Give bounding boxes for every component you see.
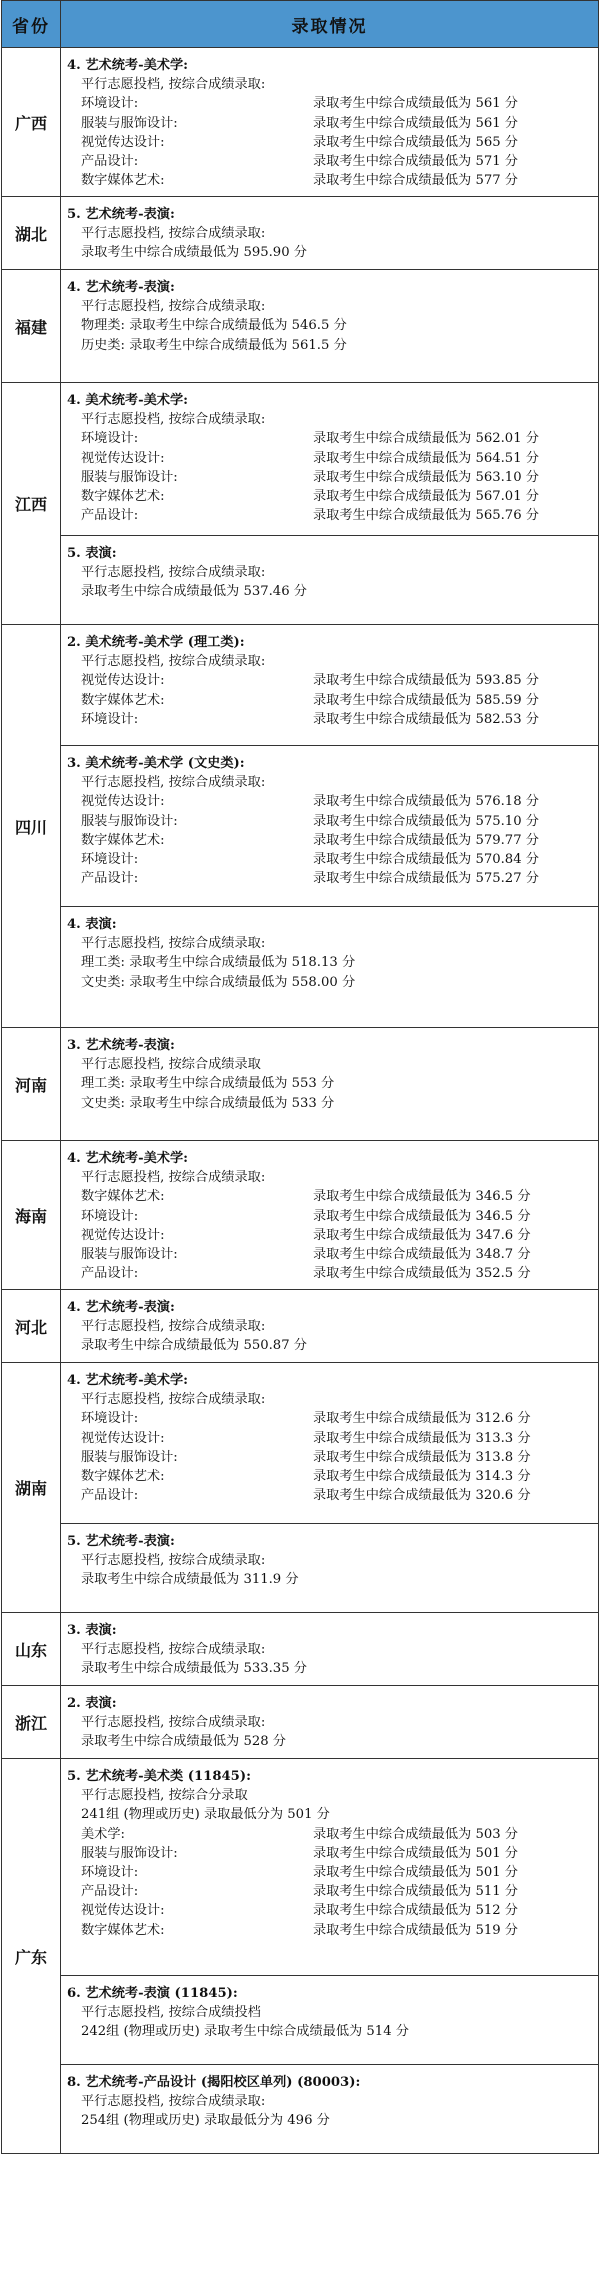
min-score: 录取考生中综合成绩最低为 576.18 分 <box>313 794 539 810</box>
min-score: 录取考生中综合成绩最低为 312.6 分 <box>313 1411 531 1427</box>
major-name: 产品设计: <box>81 508 139 524</box>
section-note: 历史类: 录取考生中综合成绩最低为 561.5 分 <box>81 337 347 353</box>
score-row <box>67 506 594 525</box>
admission-cell <box>61 1141 599 1290</box>
section-note: 文史类: 录取考生中综合成绩最低为 558.00 分 <box>81 974 356 990</box>
score-row <box>67 1409 594 1428</box>
section-note: 平行志愿投档, 按综合成绩录取 <box>81 1057 261 1073</box>
major-name: 服装与服饰设计: <box>81 813 178 829</box>
section-note: 平行志愿投档, 按综合成绩录取: <box>81 226 266 242</box>
section-note: 录取考生中综合成绩最低为 311.9 分 <box>81 1572 299 1588</box>
score-row <box>67 869 594 888</box>
score-row <box>67 1467 594 1486</box>
major-name: 视觉传达设计: <box>81 673 165 689</box>
major-name: 视觉传达设计: <box>81 794 165 810</box>
admission-cell <box>61 1290 599 1363</box>
section-note: 录取考生中综合成绩最低为 533.35 分 <box>81 1661 307 1677</box>
section-title: 5. 艺术统考-表演: <box>67 207 175 222</box>
min-score: 录取考生中综合成绩最低为 579.77 分 <box>313 832 539 848</box>
admission-section <box>61 383 598 535</box>
score-row <box>67 1245 594 1264</box>
table-row <box>2 270 599 383</box>
province-cell: 山东 <box>2 1613 61 1686</box>
score-row <box>67 468 594 487</box>
admission-cell <box>61 746 599 907</box>
major-name: 环境设计: <box>81 1411 139 1427</box>
section-note: 平行志愿投档, 按综合分录取 <box>81 1788 248 1804</box>
province-cell: 海南 <box>2 1141 61 1290</box>
section-note: 录取考生中综合成绩最低为 528 分 <box>81 1734 286 1750</box>
major-name: 美术学: <box>81 1826 126 1842</box>
score-row <box>67 850 594 869</box>
admission-cell <box>61 48 599 197</box>
province-cell: 广东 <box>2 1759 61 2154</box>
section-title: 8. 艺术统考-产品设计 (揭阳校区单列) (80003): <box>67 2075 361 2090</box>
section-title: 4. 艺术统考-美术学: <box>67 1373 189 1388</box>
min-score: 录取考生中综合成绩最低为 585.59 分 <box>313 692 539 708</box>
admission-cell <box>61 383 599 536</box>
min-score: 录取考生中综合成绩最低为 347.6 分 <box>313 1227 531 1243</box>
admission-cell <box>61 270 599 383</box>
header-admission-status: 录取情况 <box>61 1 599 48</box>
min-score: 录取考生中综合成绩最低为 575.10 分 <box>313 813 539 829</box>
admission-section <box>61 1290 598 1362</box>
province-cell: 河南 <box>2 1028 61 1141</box>
score-row <box>67 1844 594 1863</box>
score-row <box>67 114 594 133</box>
section-note: 物理类: 录取考生中综合成绩最低为 546.5 分 <box>81 318 347 334</box>
admission-cell <box>61 1524 599 1613</box>
province-cell: 湖南 <box>2 1363 61 1613</box>
section-note: 平行志愿投档, 按综合成绩录取: <box>81 565 266 581</box>
score-row <box>67 671 594 690</box>
score-row <box>67 1448 594 1467</box>
min-score: 录取考生中综合成绩最低为 577 分 <box>313 173 518 189</box>
section-note: 平行志愿投档, 按综合成绩录取: <box>81 299 266 315</box>
section-note: 平行志愿投档, 按综合成绩录取: <box>81 775 266 791</box>
table-row <box>2 48 599 197</box>
min-score: 录取考生中综合成绩最低为 352.5 分 <box>313 1266 531 1282</box>
province-cell: 四川 <box>2 625 61 1028</box>
min-score: 录取考生中综合成绩最低为 314.3 分 <box>313 1469 531 1485</box>
score-row <box>67 691 594 710</box>
major-name: 数字媒体艺术: <box>81 1189 165 1205</box>
score-row <box>67 792 594 811</box>
min-score: 录取考生中综合成绩最低为 519 分 <box>313 1922 518 1938</box>
table-row <box>2 197 599 270</box>
table-row <box>2 746 599 907</box>
section-note: 理工类: 录取考生中综合成绩最低为 553 分 <box>81 1076 335 1092</box>
major-name: 视觉传达设计: <box>81 134 165 150</box>
section-title: 3. 艺术统考-表演: <box>67 1038 175 1053</box>
table-row <box>2 536 599 625</box>
admission-cell <box>61 1028 599 1141</box>
score-row <box>67 94 594 113</box>
table-header-row <box>2 1 599 48</box>
section-note: 平行志愿投档, 按综合成绩录取: <box>81 1715 266 1731</box>
section-note: 平行志愿投档, 按综合成绩录取: <box>81 936 266 952</box>
major-name: 服装与服饰设计: <box>81 1845 178 1861</box>
table-row <box>2 907 599 1028</box>
section-note: 录取考生中综合成绩最低为 595.90 分 <box>81 245 307 261</box>
section-title: 5. 艺术统考-表演: <box>67 1534 175 1549</box>
section-note: 理工类: 录取考生中综合成绩最低为 518.13 分 <box>81 955 356 971</box>
admission-table <box>1 0 599 2154</box>
score-row <box>67 1207 594 1226</box>
section-note: 平行志愿投档, 按综合成绩录取: <box>81 1170 266 1186</box>
score-row <box>67 1187 594 1206</box>
table-row <box>2 1759 599 1976</box>
min-score: 录取考生中综合成绩最低为 313.8 分 <box>313 1449 531 1465</box>
section-title: 4. 艺术统考-美术学: <box>67 58 189 73</box>
table-row <box>2 383 599 536</box>
score-row <box>67 831 594 850</box>
min-score: 录取考生中综合成绩最低为 511 分 <box>313 1884 518 1900</box>
section-note: 平行志愿投档, 按综合成绩录取: <box>81 77 266 93</box>
table-row <box>2 1613 599 1686</box>
admission-cell <box>61 197 599 270</box>
section-note: 录取考生中综合成绩最低为 537.46 分 <box>81 584 307 600</box>
major-name: 环境设计: <box>81 1208 139 1224</box>
section-note: 平行志愿投档, 按综合成绩录取: <box>81 1392 266 1408</box>
score-row <box>67 1264 594 1283</box>
section-note: 录取考生中综合成绩最低为 550.87 分 <box>81 1338 307 1354</box>
min-score: 录取考生中综合成绩最低为 561 分 <box>313 115 518 131</box>
table-row <box>2 2065 599 2154</box>
min-score: 录取考生中综合成绩最低为 593.85 分 <box>313 673 539 689</box>
score-row <box>67 1863 594 1882</box>
admission-section <box>61 746 598 906</box>
table-row <box>2 1686 599 1759</box>
min-score: 录取考生中综合成绩最低为 512 分 <box>313 1903 518 1919</box>
major-name: 环境设计: <box>81 431 139 447</box>
admission-section <box>61 1613 598 1685</box>
table-row <box>2 1524 599 1613</box>
min-score: 录取考生中综合成绩最低为 565.76 分 <box>313 508 539 524</box>
section-title: 4. 美术统考-美术学: <box>67 393 189 408</box>
major-name: 服装与服饰设计: <box>81 1449 178 1465</box>
min-score: 录取考生中综合成绩最低为 571 分 <box>313 154 518 170</box>
admission-cell <box>61 536 599 625</box>
province-cell: 广西 <box>2 48 61 197</box>
section-title: 3. 表演: <box>67 1623 117 1638</box>
admission-section <box>61 625 598 745</box>
section-note: 平行志愿投档, 按综合成绩投档 <box>81 2005 261 2021</box>
major-name: 视觉传达设计: <box>81 1903 165 1919</box>
admission-section <box>61 1028 598 1140</box>
section-title: 6. 艺术统考-表演 (11845): <box>67 1986 238 2001</box>
admission-section <box>61 1686 598 1758</box>
section-note: 平行志愿投档, 按综合成绩录取: <box>81 1319 266 1335</box>
major-name: 产品设计: <box>81 1884 139 1900</box>
min-score: 录取考生中综合成绩最低为 501 分 <box>313 1845 518 1861</box>
admission-section <box>61 1759 598 1975</box>
major-name: 视觉传达设计: <box>81 450 165 466</box>
score-row <box>67 1486 594 1505</box>
section-title: 5. 表演: <box>67 546 117 561</box>
admission-section <box>61 1141 598 1289</box>
admission-section <box>61 2065 598 2153</box>
table-row <box>2 1141 599 1290</box>
admission-section <box>61 270 598 382</box>
major-name: 数字媒体艺术: <box>81 832 165 848</box>
admission-cell <box>61 1759 599 1976</box>
major-name: 服装与服饰设计: <box>81 1247 178 1263</box>
major-name: 环境设计: <box>81 852 139 868</box>
section-note: 平行志愿投档, 按综合成绩录取: <box>81 1642 266 1658</box>
score-row <box>67 487 594 506</box>
section-note: 平行志愿投档, 按综合成绩录取: <box>81 654 266 670</box>
min-score: 录取考生中综合成绩最低为 346.5 分 <box>313 1208 531 1224</box>
min-score: 录取考生中综合成绩最低为 313.3 分 <box>313 1430 531 1446</box>
admission-section <box>61 1363 598 1523</box>
province-cell: 江西 <box>2 383 61 625</box>
admission-section <box>61 48 598 196</box>
section-note: 242组 (物理或历史) 录取考生中综合成绩最低为 514 分 <box>81 2024 409 2040</box>
section-title: 4. 艺术统考-表演: <box>67 1300 175 1315</box>
min-score: 录取考生中综合成绩最低为 320.6 分 <box>313 1488 531 1504</box>
score-row <box>67 429 594 448</box>
admission-section <box>61 197 598 269</box>
major-name: 环境设计: <box>81 96 139 112</box>
score-row <box>67 1226 594 1245</box>
major-name: 环境设计: <box>81 711 139 727</box>
min-score: 录取考生中综合成绩最低为 503 分 <box>313 1826 518 1842</box>
section-note: 平行志愿投档, 按综合成绩录取: <box>81 1553 266 1569</box>
major-name: 数字媒体艺术: <box>81 173 165 189</box>
admission-cell <box>61 625 599 746</box>
admission-cell <box>61 2065 599 2154</box>
min-score: 录取考生中综合成绩最低为 575.27 分 <box>313 871 539 887</box>
province-cell: 浙江 <box>2 1686 61 1759</box>
province-cell: 湖北 <box>2 197 61 270</box>
major-name: 服装与服饰设计: <box>81 469 178 485</box>
score-row <box>67 133 594 152</box>
province-cell: 河北 <box>2 1290 61 1363</box>
score-row <box>67 812 594 831</box>
min-score: 录取考生中综合成绩最低为 564.51 分 <box>313 450 539 466</box>
score-row <box>67 152 594 171</box>
score-row <box>67 171 594 190</box>
major-name: 产品设计: <box>81 154 139 170</box>
section-title: 4. 艺术统考-表演: <box>67 280 175 295</box>
admission-section <box>61 1524 598 1612</box>
score-row <box>67 1901 594 1920</box>
score-row <box>67 449 594 468</box>
min-score: 录取考生中综合成绩最低为 346.5 分 <box>313 1189 531 1205</box>
major-name: 视觉传达设计: <box>81 1430 165 1446</box>
province-cell: 福建 <box>2 270 61 383</box>
table-row <box>2 625 599 746</box>
admission-cell <box>61 1686 599 1759</box>
min-score: 录取考生中综合成绩最低为 570.84 分 <box>313 852 539 868</box>
admission-cell <box>61 1976 599 2065</box>
table-row <box>2 1028 599 1141</box>
major-name: 环境设计: <box>81 1865 139 1881</box>
major-name: 服装与服饰设计: <box>81 115 178 131</box>
min-score: 录取考生中综合成绩最低为 348.7 分 <box>313 1247 531 1263</box>
section-title: 4. 表演: <box>67 917 117 932</box>
admission-cell <box>61 1363 599 1524</box>
section-note: 平行志愿投档, 按综合成绩录取: <box>81 412 266 428</box>
section-title: 5. 艺术统考-美术类 (11845): <box>67 1769 251 1784</box>
major-name: 数字媒体艺术: <box>81 692 165 708</box>
section-note: 平行志愿投档, 按综合成绩录取: <box>81 2094 266 2110</box>
table-row <box>2 1290 599 1363</box>
admission-section <box>61 1976 598 2064</box>
admission-section <box>61 907 598 1027</box>
major-name: 视觉传达设计: <box>81 1227 165 1243</box>
table-row <box>2 1976 599 2065</box>
min-score: 录取考生中综合成绩最低为 582.53 分 <box>313 711 539 727</box>
score-row <box>67 1882 594 1901</box>
section-title: 2. 表演: <box>67 1696 117 1711</box>
section-note: 254组 (物理或历史) 录取最低分为 496 分 <box>81 2113 330 2129</box>
major-name: 数字媒体艺术: <box>81 1469 165 1485</box>
header-province: 省份 <box>2 1 61 48</box>
score-row <box>67 1429 594 1448</box>
major-name: 数字媒体艺术: <box>81 489 165 505</box>
min-score: 录取考生中综合成绩最低为 562.01 分 <box>313 431 539 447</box>
min-score: 录取考生中综合成绩最低为 567.01 分 <box>313 489 539 505</box>
score-row <box>67 1921 594 1940</box>
section-title: 3. 美术统考-美术学 (文史类): <box>67 756 245 771</box>
section-title: 2. 美术统考-美术学 (理工类): <box>67 635 245 650</box>
score-row <box>67 1825 594 1844</box>
section-note: 文史类: 录取考生中综合成绩最低为 533 分 <box>81 1095 335 1111</box>
major-name: 产品设计: <box>81 871 139 887</box>
admission-cell <box>61 907 599 1028</box>
admission-cell <box>61 1613 599 1686</box>
score-row <box>67 710 594 729</box>
min-score: 录取考生中综合成绩最低为 561 分 <box>313 96 518 112</box>
min-score: 录取考生中综合成绩最低为 501 分 <box>313 1865 518 1881</box>
major-name: 产品设计: <box>81 1266 139 1282</box>
table-row <box>2 1363 599 1524</box>
major-name: 产品设计: <box>81 1488 139 1504</box>
major-name: 数字媒体艺术: <box>81 1922 165 1938</box>
admission-section <box>61 536 598 624</box>
min-score: 录取考生中综合成绩最低为 565 分 <box>313 134 518 150</box>
section-note: 241组 (物理或历史) 录取最低分为 501 分 <box>81 1807 330 1823</box>
min-score: 录取考生中综合成绩最低为 563.10 分 <box>313 469 539 485</box>
section-title: 4. 艺术统考-美术学: <box>67 1151 189 1166</box>
